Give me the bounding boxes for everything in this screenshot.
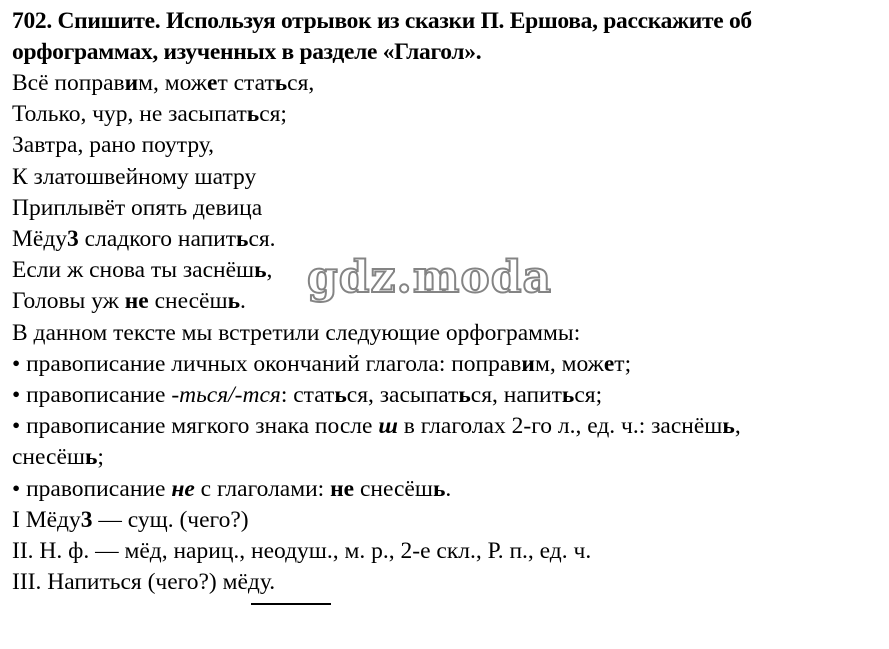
analysis-bullet — [12, 349, 884, 380]
text-run: • правописание мягкого знака после — [12, 413, 379, 440]
text-run: ся, — [287, 70, 315, 96]
highlighted-orthogram: и — [124, 70, 139, 96]
text-run: Мёду — [12, 226, 68, 253]
text-run: ся; — [574, 382, 603, 409]
highlighted-orthogram: не — [124, 288, 149, 315]
poem-line — [12, 99, 884, 130]
highlighted-orthogram: ь — [432, 475, 446, 502]
text-run: ся, засыпат — [346, 382, 459, 409]
text-run: , — [734, 413, 741, 440]
text-run: ; — [97, 444, 104, 471]
text-run: • правописание — [12, 382, 172, 409]
analysis-intro — [12, 318, 884, 349]
text-run: II. Н. ф. — мёд, нариц., неодуш., м. р., 2-е скл., Р. п., ед. ч. — [12, 538, 592, 565]
highlighted-orthogram: 3 — [67, 226, 79, 253]
text-run: снесёш — [148, 288, 228, 315]
analysis-bullet — [12, 474, 884, 505]
parse-step-3 — [12, 567, 884, 598]
text-run: снесёш — [12, 444, 85, 471]
text-run: Если ж снова ты заснёш — [12, 257, 255, 284]
highlighted-orthogram: ь — [254, 257, 267, 284]
text-run: . — [240, 288, 246, 315]
parse-step-2 — [12, 536, 884, 567]
highlighted-orthogram: ь — [84, 444, 98, 471]
text-run: в глаголах 2-го л., ед. ч.: заснёш — [397, 413, 723, 440]
text-run: ся; — [259, 101, 287, 128]
rule-pattern: ш — [378, 413, 398, 440]
text-run: м, мож — [138, 70, 208, 96]
highlighted-orthogram: 3 — [80, 506, 93, 533]
text-run: ся, напит — [470, 382, 562, 409]
site-watermark: gdz.moda — [307, 252, 553, 303]
highlighted-orthogram: е — [207, 70, 218, 96]
poem-line — [12, 130, 884, 161]
analysis-bullet — [12, 411, 884, 442]
highlighted-orthogram: не — [330, 475, 355, 502]
text-run: снесёш — [354, 475, 433, 502]
text-run: III. Напиться (чего?) мёду. — [12, 569, 276, 596]
text-run: ся. — [248, 226, 276, 253]
text-run: т стат — [217, 70, 275, 96]
rule-pattern: не — [171, 475, 195, 502]
exercise-heading: 702. Спишите. Используя отрывок из сказки П. Ершова, расскажите об орфограммах, изученных в разделе «Глагол». — [12, 8, 752, 65]
text-run: Только, чур, не засыпат — [12, 101, 247, 128]
highlighted-orthogram: ь — [227, 288, 241, 315]
highlighted-orthogram: ь — [246, 101, 260, 128]
rule-pattern: -ться/-тся — [171, 382, 281, 409]
text-run: . — [445, 475, 452, 502]
highlighted-orthogram: ь — [458, 382, 471, 409]
poem-line — [12, 255, 884, 286]
exercise-page — [12, 6, 884, 598]
text-run: т; — [614, 350, 632, 377]
text-run: • правописание личных окончаний глагола: поправ — [12, 350, 522, 377]
text-run: I Мёду — [12, 506, 81, 533]
highlighted-orthogram: ь — [561, 382, 575, 409]
parse-step-1 — [12, 505, 884, 536]
text-run: , — [266, 257, 273, 284]
text-run: с глаголами: — [194, 475, 331, 502]
text-run: Приплывёт опять девица — [12, 194, 263, 221]
poem-line — [12, 193, 884, 224]
highlighted-orthogram: ь — [236, 226, 249, 253]
analysis-bullet — [12, 380, 884, 411]
separator-rule — [251, 603, 331, 605]
highlighted-orthogram: ь — [274, 70, 288, 96]
highlighted-orthogram: и — [521, 350, 535, 377]
text-run: : стат — [280, 382, 335, 409]
highlighted-orthogram: ь — [722, 413, 735, 440]
poem-line — [12, 68, 884, 99]
text-run: сладкого напит — [78, 226, 236, 253]
text-run: К златошвейному шатру — [12, 163, 257, 190]
text-run: • правописание — [12, 475, 172, 502]
poem-line — [12, 224, 884, 255]
text-run: м, мож — [534, 350, 604, 377]
text-run: Головы уж — [12, 288, 125, 315]
poem-excerpt — [12, 68, 884, 318]
text-run: В данном тексте мы встретили следующие орфограммы: — [12, 319, 581, 346]
text-run: Всё поправ — [12, 70, 125, 96]
text-run: — сущ. (чего?) — [92, 506, 249, 533]
analysis-bullet-continuation — [12, 442, 884, 473]
text-run: Завтра, рано поутру, — [12, 132, 215, 159]
highlighted-orthogram: е — [603, 350, 615, 377]
orthogram-analysis — [12, 318, 884, 599]
highlighted-orthogram: ь — [334, 382, 347, 409]
poem-line — [12, 162, 884, 193]
poem-line — [12, 286, 884, 317]
